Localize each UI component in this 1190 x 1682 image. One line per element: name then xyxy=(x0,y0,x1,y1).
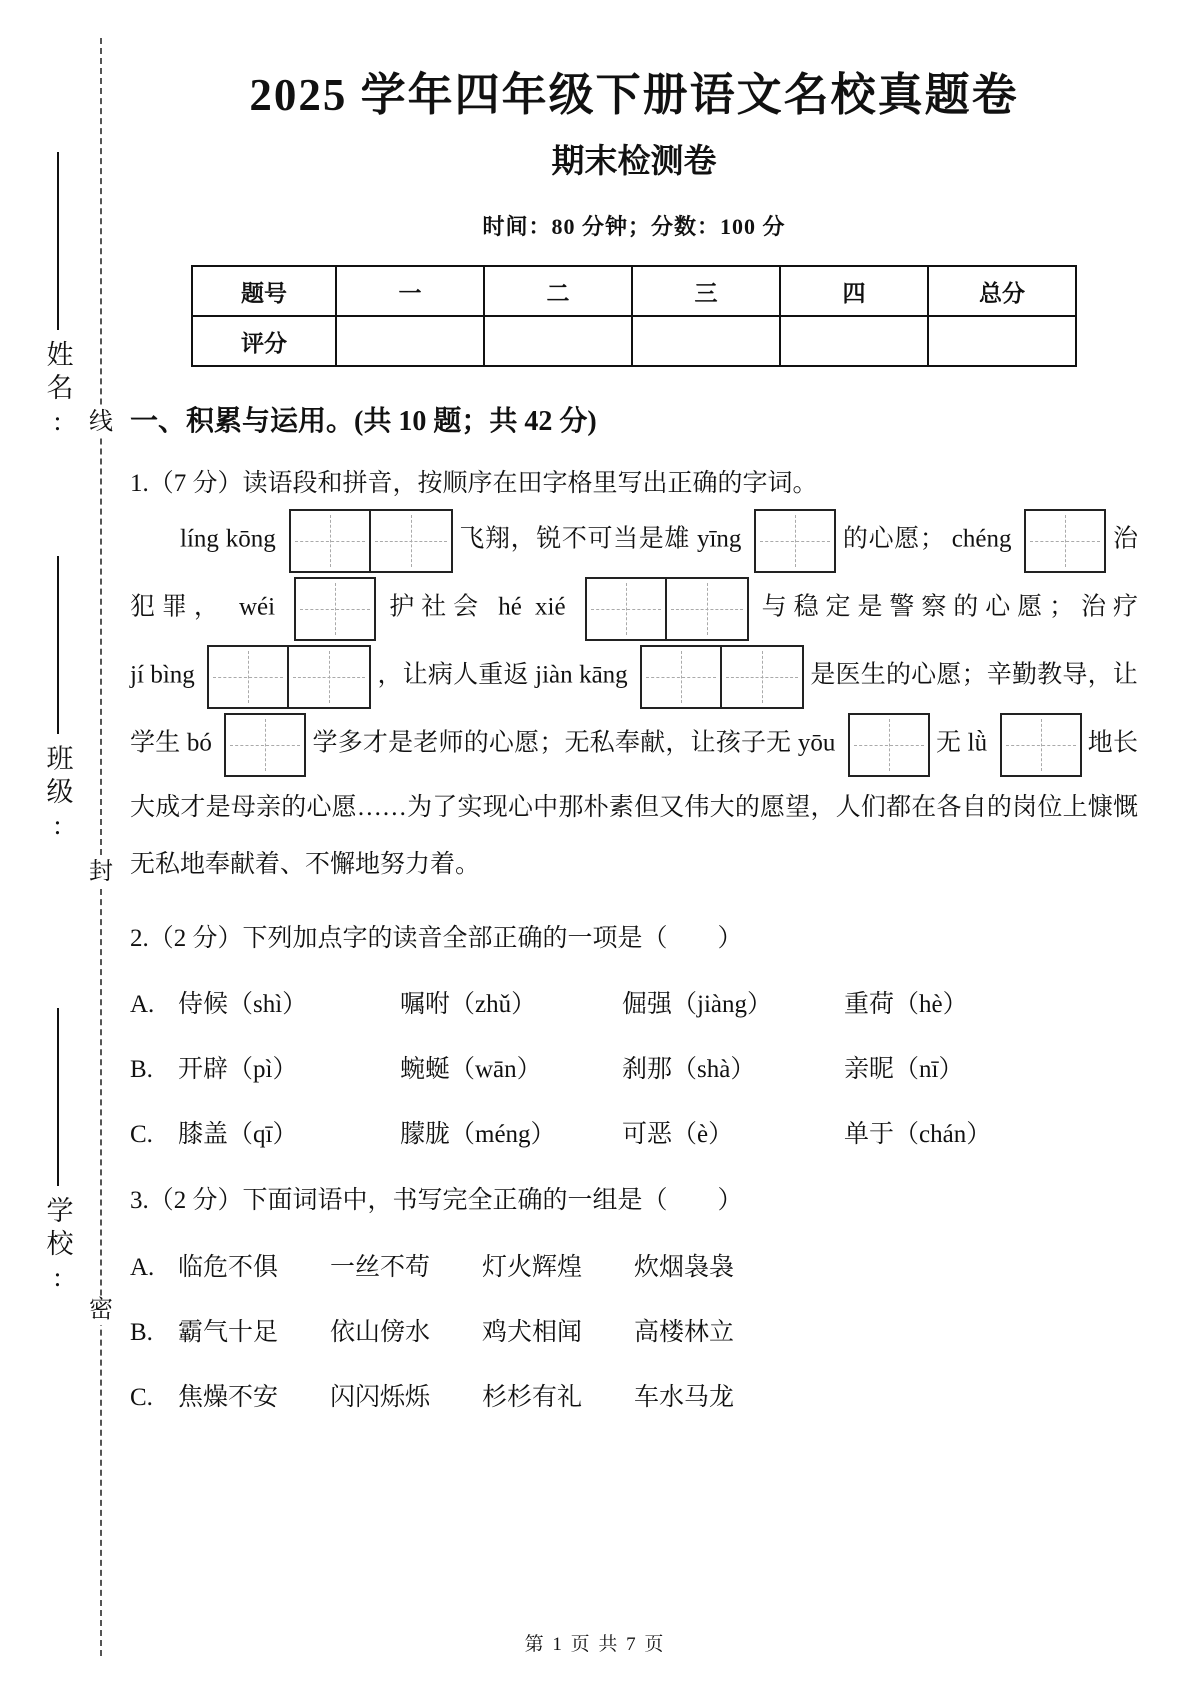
option-row xyxy=(130,1117,1138,1152)
exam-content xyxy=(130,58,1138,1445)
page-title: 2025 学年四年级下册语文名校真题卷 xyxy=(249,70,1019,120)
score-header-cell: 总分 xyxy=(928,266,1076,316)
option-label: A. xyxy=(130,1253,155,1281)
option-label: B. xyxy=(130,1318,153,1346)
option-label: B. xyxy=(130,1056,153,1083)
option-item: 霸气十足 xyxy=(178,1318,279,1346)
exam-info: 时间：80 分钟；分数：100 分 xyxy=(482,214,786,239)
question-3-options xyxy=(130,1250,1138,1415)
question-2-options xyxy=(130,987,1138,1152)
chinese-text: 飞翔，锐不可当是雄 xyxy=(458,525,691,553)
seal-line-char: 封 xyxy=(86,858,116,887)
pinyin-text: lǜ xyxy=(961,729,994,757)
option-item: 亲昵（nī） xyxy=(844,1056,964,1083)
option-row xyxy=(130,1052,1138,1087)
pinyin-text: hé xié xyxy=(485,593,579,621)
chinese-text: 治犯罪， xyxy=(130,525,1138,621)
tian-cell xyxy=(207,645,289,709)
question-1-prompt: 1.（7 分）读语段和拼音，按顺序在田字格里写出正确的字词。 xyxy=(130,470,818,497)
option-item: 鸡犬相闻 xyxy=(482,1318,583,1346)
option-item: 朦胧（méng） xyxy=(400,1121,556,1148)
option-item: 依山傍水 xyxy=(330,1318,431,1346)
answer-grid xyxy=(585,577,749,641)
option-label: C. xyxy=(130,1383,153,1411)
score-row-label: 评分 xyxy=(192,316,336,366)
option-item: 嘱咐（zhǔ） xyxy=(400,991,537,1018)
chinese-text: 的心愿； xyxy=(842,525,945,553)
tian-cell xyxy=(294,577,376,641)
tian-cell xyxy=(848,713,930,777)
tian-cell xyxy=(371,509,453,573)
option-item: 刹那（shà） xyxy=(622,1056,756,1083)
chinese-text: 无 xyxy=(935,729,962,757)
school-blank-line xyxy=(57,1008,59,1186)
option-item: 蜿蜒（wān） xyxy=(400,1056,542,1083)
option-item: 闪闪烁烁 xyxy=(330,1383,431,1411)
answer-grid xyxy=(294,577,376,641)
score-table xyxy=(191,265,1077,367)
answer-grid xyxy=(640,645,804,709)
option-item: 焦燥不安 xyxy=(178,1383,279,1411)
tian-cell xyxy=(1024,509,1106,573)
seal-dotted-line xyxy=(100,38,102,1656)
option-row xyxy=(130,987,1138,1022)
score-empty-cell xyxy=(484,316,632,366)
page-footer: 第 1 页 共 7 页 xyxy=(524,1634,666,1655)
tian-cell xyxy=(289,509,371,573)
tian-cell xyxy=(722,645,804,709)
chinese-text: 与稳定是警察的心愿；治疗 xyxy=(754,593,1138,621)
option-row xyxy=(130,1250,1138,1285)
option-item: 杉杉有礼 xyxy=(482,1383,583,1411)
name-field xyxy=(34,152,82,442)
q1-paragraph xyxy=(130,507,1138,894)
pinyin-text: líng kōng xyxy=(180,525,283,553)
option-label: A. xyxy=(130,991,155,1018)
chinese-text: 地长大成才是母亲的心愿……为了实现心中那朴素但又伟大的愿望，人们都在各自的岗位上慷慨无私地奉献着、不懈地努力着。 xyxy=(130,729,1138,878)
tian-cell xyxy=(1000,713,1082,777)
answer-grid xyxy=(207,645,371,709)
tian-cell xyxy=(754,509,836,573)
answer-grid xyxy=(289,509,453,573)
score-header-cell: 题号 xyxy=(192,266,336,316)
pinyin-text: jí bìng xyxy=(130,661,202,689)
pinyin-text: wéi xyxy=(225,593,289,621)
school-label: 学校: xyxy=(42,1196,73,1298)
question-2-prompt: 2.（2 分）下列加点字的读音全部正确的一项是（ ） xyxy=(130,924,743,952)
chinese-text: 护社会 xyxy=(382,593,486,621)
option-item: 重荷（hè） xyxy=(844,991,968,1018)
class-field xyxy=(34,556,82,846)
score-header-cell: 三 xyxy=(632,266,780,316)
chinese-text: 学多才是老师的心愿；无私奉献，让孩子无 xyxy=(312,729,792,757)
tian-cell xyxy=(667,577,749,641)
answer-grid xyxy=(1024,509,1106,573)
option-item: 高楼林立 xyxy=(634,1318,735,1346)
option-item: 可恶（è） xyxy=(622,1121,734,1148)
tian-cell xyxy=(585,577,667,641)
name-label: 姓名: xyxy=(42,340,73,442)
class-blank-line xyxy=(57,556,59,734)
pinyin-text: chéng xyxy=(944,525,1019,553)
option-item: 一丝不苟 xyxy=(330,1253,431,1281)
option-item: 倔强（jiàng） xyxy=(622,991,772,1018)
answer-grid xyxy=(754,509,836,573)
score-header-cell: 四 xyxy=(780,266,928,316)
score-table-value-row xyxy=(192,316,1076,366)
tian-cell xyxy=(640,645,722,709)
school-field xyxy=(34,1008,82,1298)
chinese-text: 是医生的心愿；辛勤教导，让学生 xyxy=(130,661,1138,757)
option-item: 侍候（shì） xyxy=(178,991,308,1018)
answer-grid xyxy=(1000,713,1082,777)
option-item: 车水马龙 xyxy=(634,1383,735,1411)
pinyin-text: bó xyxy=(180,729,219,757)
score-empty-cell xyxy=(928,316,1076,366)
score-empty-cell xyxy=(632,316,780,366)
score-table-header-row xyxy=(192,266,1076,316)
seal-line-char: 密 xyxy=(86,1296,116,1325)
answer-grid xyxy=(848,713,930,777)
class-label: 班级: xyxy=(42,744,73,846)
section-heading: 一、积累与运用。(共 10 题；共 42 分) xyxy=(130,406,597,437)
option-row xyxy=(130,1380,1138,1415)
pinyin-text: jiàn kāng xyxy=(528,661,635,689)
score-header-cell: 二 xyxy=(484,266,632,316)
score-header-cell: 一 xyxy=(336,266,484,316)
score-empty-cell xyxy=(780,316,928,366)
score-empty-cell xyxy=(336,316,484,366)
answer-grid xyxy=(224,713,306,777)
option-item: 临危不俱 xyxy=(178,1253,279,1281)
name-blank-line xyxy=(57,152,59,330)
tian-cell xyxy=(224,713,306,777)
question-3-prompt: 3.（2 分）下面词语中，书写完全正确的一组是（ ） xyxy=(130,1187,743,1214)
tian-cell xyxy=(289,645,371,709)
pinyin-text: yōu xyxy=(791,729,842,757)
page-subtitle: 期末检测卷 xyxy=(551,144,717,180)
option-item: 灯火辉煌 xyxy=(482,1253,583,1281)
seal-line-char: 线 xyxy=(86,408,116,437)
option-item: 单于（chán） xyxy=(844,1121,992,1148)
chinese-text: ，让病人重返 xyxy=(377,661,529,689)
option-item: 开辟（pì） xyxy=(178,1056,298,1083)
option-row xyxy=(130,1315,1138,1350)
option-label: C. xyxy=(130,1121,153,1148)
pinyin-text: yīng xyxy=(690,525,749,553)
option-item: 膝盖（qī） xyxy=(178,1121,298,1148)
option-item: 炊烟袅袅 xyxy=(634,1253,735,1281)
